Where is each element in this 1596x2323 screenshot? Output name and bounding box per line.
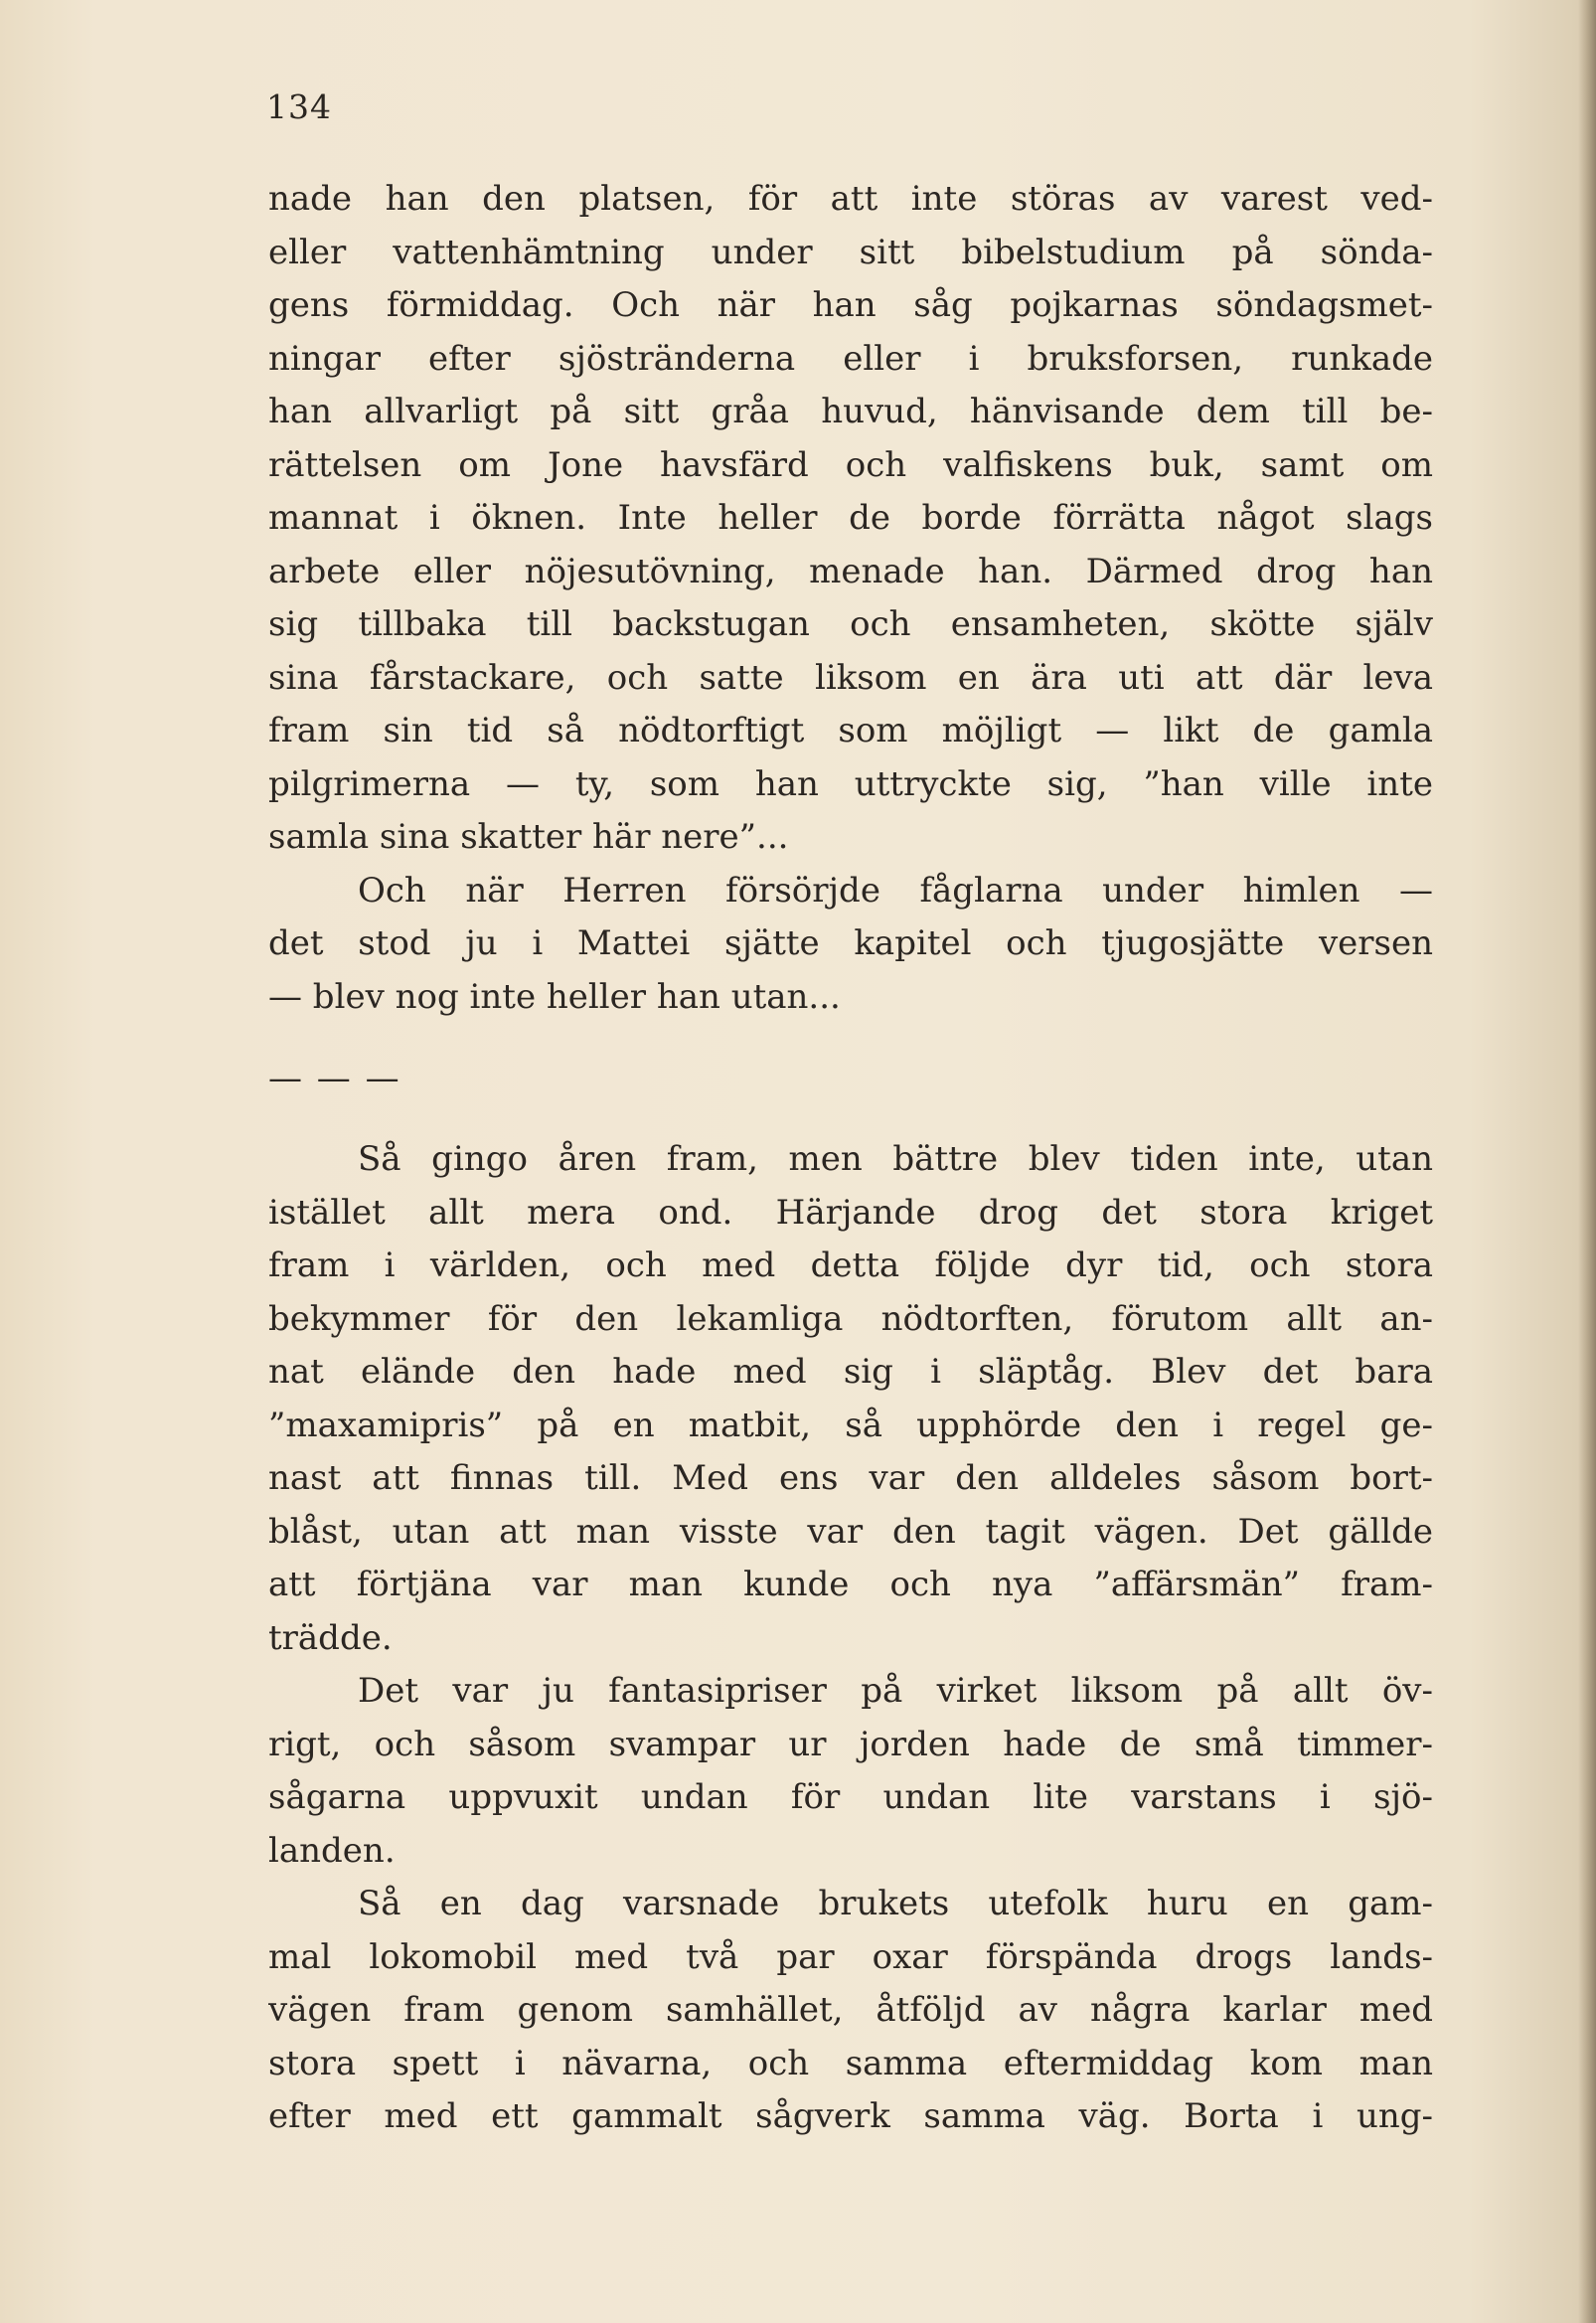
text-line: att förtjäna var man kunde och nya ”affärsmän” fram- xyxy=(268,1565,1433,1604)
text-line: mannat i öknen. Inte heller de borde förrätta något slags xyxy=(268,498,1433,538)
paragraph xyxy=(268,1133,1433,1665)
body-text xyxy=(268,173,1433,2144)
paragraph xyxy=(268,173,1433,865)
text-line: nade han den platsen, för att inte störas av varest ved- xyxy=(268,179,1433,219)
page-spine-shadow xyxy=(1578,0,1596,2323)
text-line: — blev nog inte heller han utan... xyxy=(268,976,841,1017)
text-line: sina fårstackare, och satte liksom en ära uti att där leva xyxy=(268,657,1433,698)
text-line: sågarna uppvuxit undan för undan lite varstans i sjö- xyxy=(268,1777,1433,1817)
paragraph xyxy=(268,1665,1433,1878)
text-line: stora spett i nävarna, och samma eftermiddag kom man xyxy=(268,2043,1433,2083)
text-line: ningar efter sjöstränderna eller i bruksforsen, runkade xyxy=(268,338,1433,379)
paragraph xyxy=(268,1878,1433,2144)
text-line: blåst, utan att man visste var den tagit vägen. Det gällde xyxy=(268,1511,1433,1552)
text-line: Så en dag varsnade brukets utefolk huru en gam- xyxy=(358,1884,1433,1923)
text-line: han allvarligt på sitt gråa huvud, hänvisande dem till be- xyxy=(268,392,1433,431)
section-separator: — — — xyxy=(268,1059,401,1098)
text-line: rättelsen om Jone havsfärd och valfiskens buk, samt om xyxy=(268,444,1433,485)
text-line: sig tillbaka till backstugan och ensamheten, skötte själv xyxy=(268,604,1433,644)
text-line: mal lokomobil med två par oxar förspända drogs lands- xyxy=(268,1936,1433,1977)
text-line: nast att finnas till. Med ens var den alldeles såsom bort- xyxy=(268,1458,1433,1498)
text-line: gens förmiddag. Och när han såg pojkarnas söndagsmet- xyxy=(268,285,1433,325)
text-line: bekymmer för den lekamliga nödtorften, förutom allt an- xyxy=(268,1298,1433,1339)
text-line: det stod ju i Mattei sjätte kapitel och tjugosjätte versen xyxy=(268,923,1433,963)
text-line: istället allt mera ond. Härjande drog det stora kriget xyxy=(268,1192,1433,1233)
text-line: arbete eller nöjesutövning, menade han. Därmed drog han xyxy=(268,551,1433,591)
text-line: ”maxamipris” på en matbit, så upphörde den i regel ge- xyxy=(268,1405,1433,1445)
text-line: trädde. xyxy=(268,1617,393,1658)
text-line: efter med ett gammalt sågverk samma väg. Borta i ung- xyxy=(268,2096,1433,2136)
page-number: 134 xyxy=(266,87,332,126)
text-line: Och när Herren försörjde fåglarna under himlen — xyxy=(358,870,1433,911)
paragraph xyxy=(268,865,1433,1025)
text-line: fram sin tid så nödtorftigt som möjligt — likt de gamla xyxy=(268,711,1433,750)
text-line: pilgrimerna — ty, som han uttryckte sig, ”han ville inte xyxy=(268,763,1433,804)
text-line: landen. xyxy=(268,1830,396,1871)
text-line: vägen fram genom samhället, åtföljd av några karlar med xyxy=(268,1990,1433,2030)
text-line: fram i världen, och med detta följde dyr tid, och stora xyxy=(268,1245,1433,1285)
text-line: rigt, och såsom svampar ur jorden hade de små timmer- xyxy=(268,1724,1433,1764)
text-line: nat elände den hade med sig i släptåg. Blev det bara xyxy=(268,1352,1433,1392)
text-line: samla sina skatter här nere”... xyxy=(268,817,789,857)
text-line: eller vattenhämtning under sitt bibelstudium på sönda- xyxy=(268,232,1433,272)
text-line: Det var ju fantasipriser på virket liksom på allt öv- xyxy=(358,1671,1433,1711)
text-line: Så gingo åren fram, men bättre blev tiden inte, utan xyxy=(358,1139,1433,1179)
